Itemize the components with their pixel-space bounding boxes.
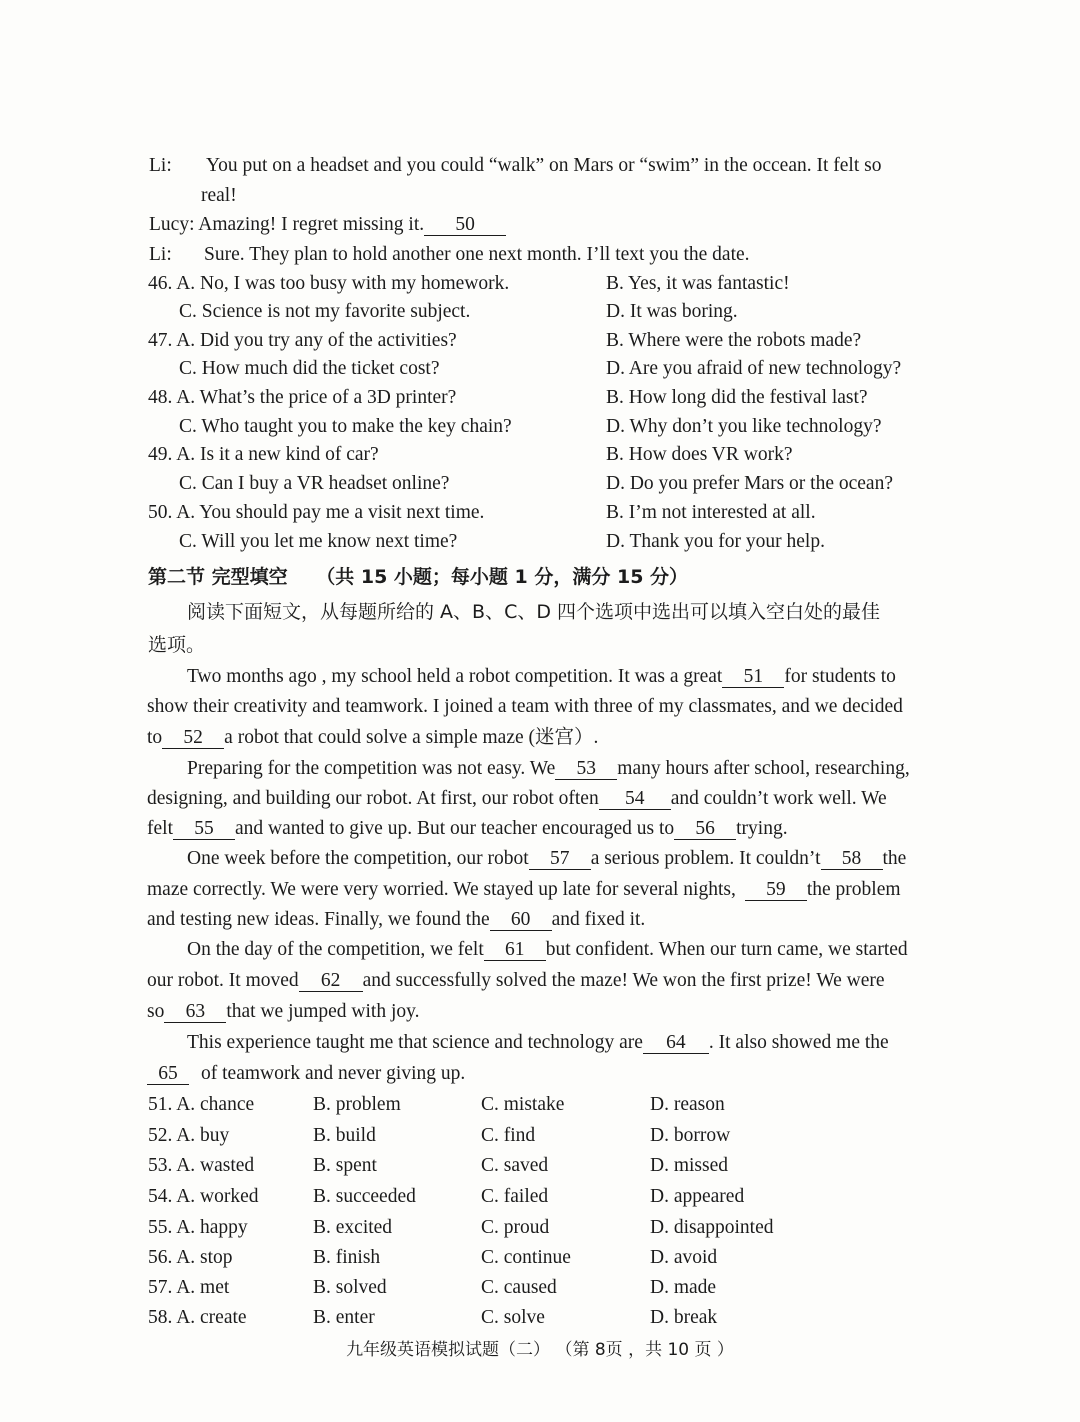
question-number: 56. — [148, 1247, 173, 1268]
passage-text: and testing new ideas. Finally, we found the — [147, 909, 490, 930]
blank-59: 59 — [745, 880, 807, 901]
option-b: B. succeeded — [313, 1186, 416, 1207]
option-b: B. How does VR work? — [606, 444, 793, 465]
passage-line — [187, 940, 908, 961]
passage-text: Preparing for the competition was not easy. We — [187, 758, 556, 779]
passage-line: show their creativity and teamwork. I joined a team with three of my classmates, and we decided — [147, 696, 903, 717]
passage-text: so — [147, 1001, 165, 1022]
passage-line — [147, 728, 598, 749]
option-a: A. chance — [176, 1094, 255, 1115]
section-name: 第二节 完型填空 — [148, 566, 288, 588]
question-58 — [148, 1308, 247, 1328]
passage-text: Two months ago , my school held a robot competition. It was a great — [187, 666, 723, 687]
section-title — [148, 568, 688, 587]
option-a: A. stop — [176, 1247, 233, 1268]
passage-line — [147, 789, 887, 810]
question-52 — [148, 1126, 229, 1146]
passage-line — [147, 819, 788, 840]
blank-57: 57 — [529, 849, 591, 870]
option-b: B. problem — [313, 1094, 401, 1115]
option-b: B. finish — [313, 1247, 381, 1268]
option-b: B. I’m not interested at all. — [606, 502, 816, 523]
option-a: A. Is it a new kind of car? — [176, 444, 379, 465]
question-number: 46. — [148, 273, 173, 294]
blank-50: 50 — [424, 215, 506, 236]
question-53 — [148, 1156, 254, 1176]
blank-64: 64 — [643, 1033, 709, 1054]
passage-text: that we jumped with joy. — [226, 1001, 420, 1022]
speaker: Li: — [149, 155, 172, 176]
passage-text: of teamwork and never giving up. — [201, 1063, 466, 1084]
passage-text: One week before the competition, our robot — [187, 848, 529, 869]
question-49 — [148, 445, 379, 465]
option-a: A. What’s the price of a 3D printer? — [176, 387, 457, 408]
passage-line — [147, 880, 901, 901]
option-c: C. find — [481, 1125, 536, 1146]
dialogue-text: You put on a headset and you could “walk” on Mars or “swim” in the occean. It felt so — [206, 155, 882, 176]
passage-line — [147, 971, 885, 992]
passage-line — [147, 1064, 465, 1085]
option-d: D. It was boring. — [606, 301, 738, 322]
blank-63: 63 — [164, 1002, 226, 1023]
option-c: C. saved — [481, 1155, 549, 1176]
option-d: D. borrow — [650, 1125, 731, 1146]
option-a: A. happy — [176, 1217, 248, 1238]
question-number: 50. — [148, 502, 173, 523]
option-c: C. How much did the ticket cost? — [179, 358, 440, 379]
passage-line — [187, 1033, 889, 1054]
blank-62: 62 — [299, 971, 363, 992]
speaker: Lucy: — [149, 214, 195, 235]
option-d: D. missed — [650, 1155, 728, 1176]
question-57 — [148, 1278, 229, 1298]
dialogue-text: Sure. They plan to hold another one next month. I’ll text you the date. — [204, 244, 750, 265]
blank-60: 60 — [490, 910, 552, 931]
passage-text: and couldn’t work well. We — [670, 788, 887, 809]
option-b: B. solved — [313, 1277, 387, 1298]
question-56 — [148, 1248, 233, 1268]
option-d: D. Why don’t you like technology? — [606, 416, 882, 437]
passage-line — [187, 667, 896, 688]
dialogue-line-1-cont: real! — [201, 185, 237, 206]
option-d: D. Do you prefer Mars or the ocean? — [606, 473, 893, 494]
passage-text: and wanted to give up. But our teacher encouraged us to — [234, 818, 675, 839]
passage-text: maze correctly. We were very worried. We stayed up late for several nights, — [147, 879, 736, 900]
option-b: B. Yes, it was fantastic! — [606, 273, 790, 294]
passage-text: the — [882, 848, 907, 869]
dialogue-line-2 — [149, 215, 506, 236]
section-instruction: 阅读下面短文，从每题所给的 A、B、C、D 四个选项中选出可以填入空白处的最佳 — [187, 601, 881, 623]
question-55 — [148, 1218, 248, 1238]
passage-text: designing, and building our robot. At first, our robot often — [147, 788, 599, 809]
speaker: Li: — [149, 244, 172, 265]
passage-text: the problem — [806, 879, 901, 900]
passage-text: for students to — [784, 666, 896, 687]
option-c: C. Can I buy a VR headset online? — [179, 473, 450, 494]
passage-text: but confident. When our turn came, we started — [545, 939, 908, 960]
dialogue-line-1 — [149, 155, 882, 176]
option-a: A. You should pay me a visit next time. — [176, 502, 485, 523]
question-number: 48. — [148, 387, 173, 408]
option-d: D. disappointed — [650, 1217, 774, 1238]
option-b: B. Where were the robots made? — [606, 330, 862, 351]
question-number: 52. — [148, 1125, 173, 1146]
question-number: 53. — [148, 1155, 173, 1176]
option-b: B. enter — [313, 1307, 375, 1328]
option-a: A. No, I was too busy with my homework. — [176, 273, 510, 294]
question-number: 58. — [148, 1307, 173, 1328]
option-d: D. Are you afraid of new technology? — [606, 358, 902, 379]
option-c: C. Science is not my favorite subject. — [179, 301, 471, 322]
passage-line — [147, 910, 645, 931]
option-a: A. create — [176, 1307, 247, 1328]
option-a: A. buy — [176, 1125, 230, 1146]
dialogue-line-3 — [149, 244, 750, 265]
passage-text: and successfully solved the maze! We won the first prize! We were — [362, 970, 885, 991]
passage-line — [147, 1002, 420, 1023]
blank-52: 52 — [162, 728, 224, 749]
blank-55: 55 — [173, 819, 235, 840]
question-number: 47. — [148, 330, 173, 351]
passage-text: and fixed it. — [551, 909, 646, 930]
passage-text: many hours after school, researching, — [617, 758, 910, 779]
blank-53: 53 — [555, 759, 617, 780]
blank-61: 61 — [484, 940, 546, 961]
option-a: A. met — [176, 1277, 230, 1298]
passage-text: a robot that could solve a simple maze (迷宫）. — [224, 727, 599, 748]
option-d: D. Thank you for your help. — [606, 531, 825, 552]
option-d: D. break — [650, 1307, 718, 1328]
question-46 — [148, 274, 509, 294]
option-b: B. build — [313, 1125, 376, 1146]
section-instruction-cont: 选项。 — [148, 634, 206, 656]
option-c: C. Will you let me know next time? — [179, 531, 458, 552]
blank-56: 56 — [674, 819, 736, 840]
option-b: B. How long did the festival last? — [606, 387, 868, 408]
option-a: A. wasted — [176, 1155, 255, 1176]
question-number: 54. — [148, 1186, 173, 1207]
option-a: A. Did you try any of the activities? — [176, 330, 457, 351]
passage-line — [187, 759, 910, 780]
option-d: D. reason — [650, 1094, 725, 1115]
section-score: （共 15 小题；每小题 1 分，满分 15 分） — [316, 566, 689, 588]
option-a: A. worked — [176, 1186, 259, 1207]
question-51 — [148, 1095, 254, 1115]
question-47 — [148, 331, 457, 351]
option-d: D. avoid — [650, 1247, 718, 1268]
option-b: B. excited — [313, 1217, 393, 1238]
question-number: 57. — [148, 1277, 173, 1298]
passage-text: to — [147, 727, 163, 748]
blank-65: 65 — [147, 1064, 189, 1085]
option-c: C. proud — [481, 1217, 550, 1238]
blank-54: 54 — [599, 789, 671, 810]
question-number: 51. — [148, 1094, 173, 1115]
question-number: 49. — [148, 444, 173, 465]
option-b: B. spent — [313, 1155, 377, 1176]
dialogue-text: Amazing! I regret missing it. — [198, 214, 425, 235]
option-c: C. solve — [481, 1307, 545, 1328]
passage-text: This experience taught me that science and technology are — [187, 1032, 643, 1053]
question-48 — [148, 388, 456, 408]
passage-line — [187, 849, 906, 870]
blank-51: 51 — [722, 667, 784, 688]
option-c: C. continue — [481, 1247, 571, 1268]
option-c: C. caused — [481, 1277, 557, 1298]
passage-text: trying. — [736, 818, 788, 839]
page-footer: 九年级英语模拟试题（二） （第 8页 ，共 10 页 ） — [346, 1340, 734, 1360]
option-d: D. made — [650, 1277, 717, 1298]
option-d: D. appeared — [650, 1186, 745, 1207]
option-c: C. failed — [481, 1186, 549, 1207]
option-c: C. mistake — [481, 1094, 565, 1115]
question-54 — [148, 1187, 259, 1207]
question-50 — [148, 503, 484, 523]
passage-text: . It also showed me the — [708, 1032, 889, 1053]
passage-text: our robot. It moved — [147, 970, 299, 991]
blank-58: 58 — [821, 849, 883, 870]
option-c: C. Who taught you to make the key chain? — [179, 416, 512, 437]
question-number: 55. — [148, 1217, 173, 1238]
passage-text: a serious problem. It couldn’t — [590, 848, 821, 869]
passage-text: On the day of the competition, we felt — [187, 939, 484, 960]
passage-text: felt — [147, 818, 173, 839]
